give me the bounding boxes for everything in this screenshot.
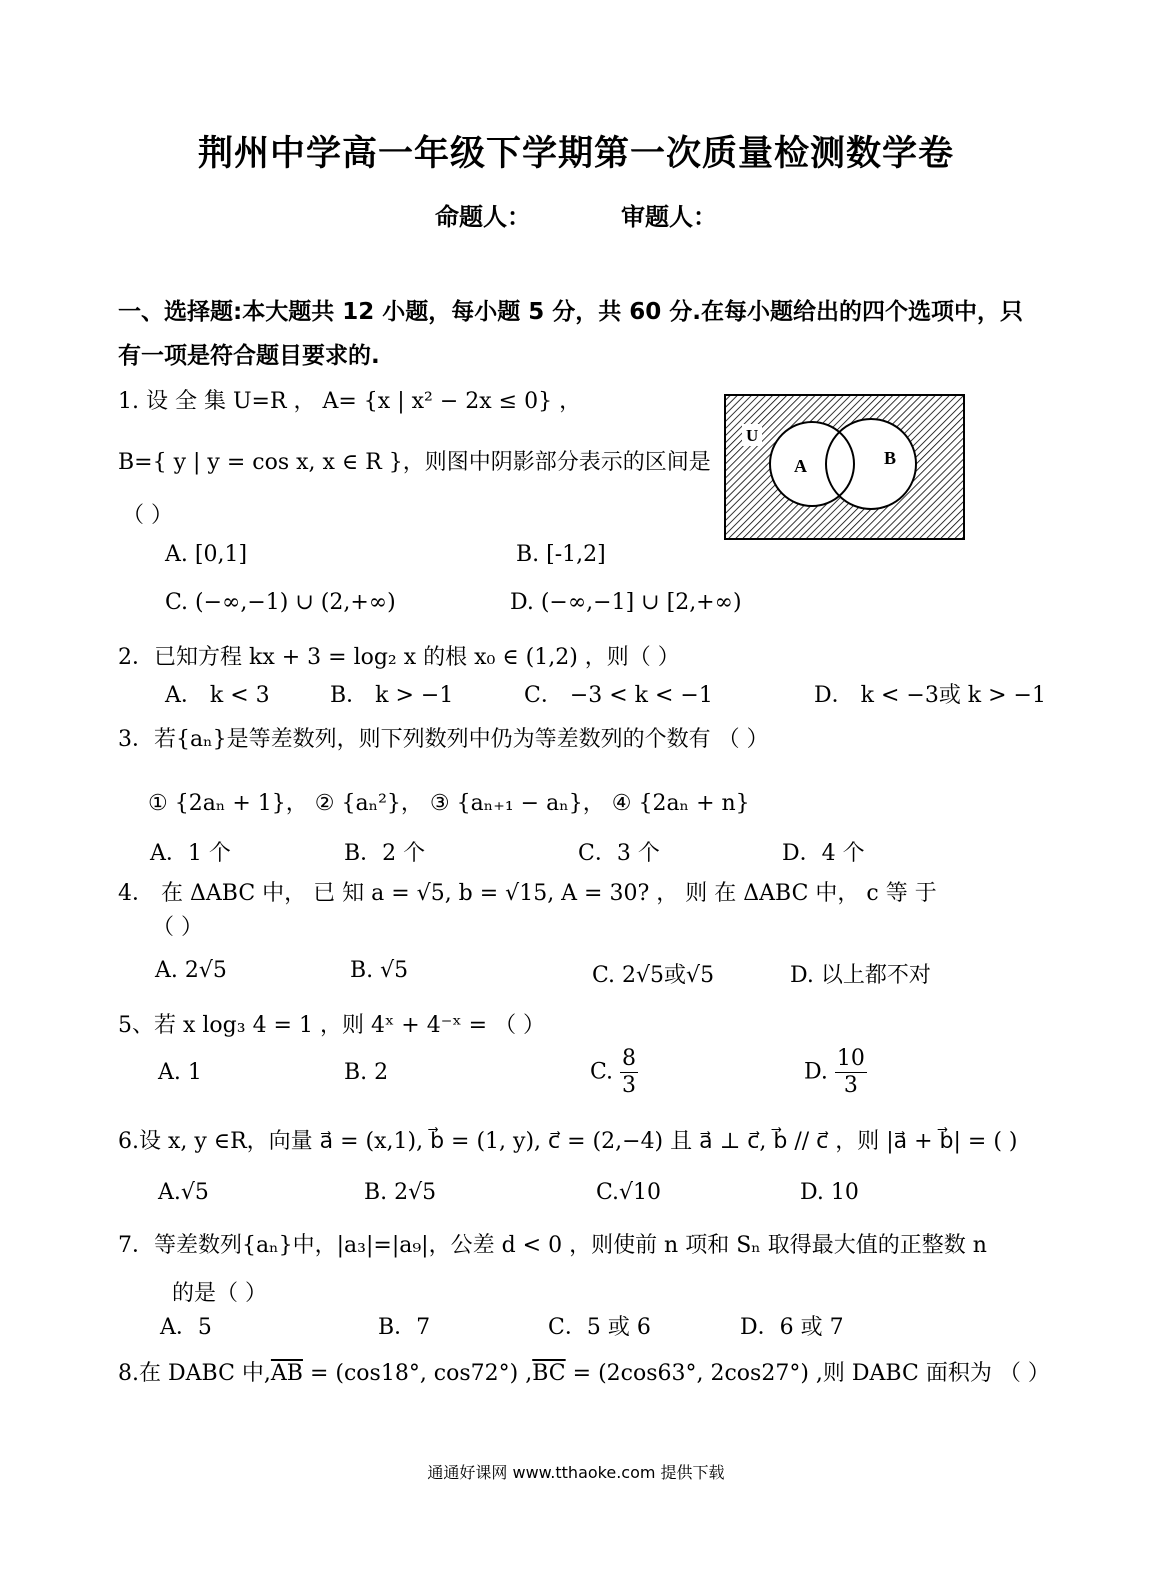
q1-option-b: B. [-1,2] [516, 542, 606, 567]
q5-option-d [804, 1046, 867, 1099]
q4-stem: 4． 在 ΔABC 中， 已 知 a = √5, b = √15, A = 30? ， 则 在 ΔABC 中， c 等 于 [118, 881, 937, 906]
q5-option-c-fraction [620, 1046, 638, 1099]
q8-suffix: = (2cos63°, 2cos27°) ,则 DABC 面积为 （ ） [565, 1361, 1050, 1386]
q5-option-d-label: D. [804, 1059, 828, 1085]
q3-items: ① {2aₙ + 1}， ② {aₙ²}， ③ {aₙ₊₁ − aₙ}， ④ {2aₙ + n} [148, 791, 750, 816]
q5-option-c [590, 1046, 638, 1099]
q6-option-d: D. 10 [800, 1180, 859, 1205]
q7-stem-cont: 的是（ ） [172, 1281, 267, 1306]
a-label: A [794, 456, 807, 476]
q5-option-a: A. 1 [158, 1060, 202, 1085]
q6-stem: 6.设 x, y ∈R，向量 a⃗ = (x,1), b⃗ = (1, y), c⃗ = (2,−4) 且 a⃗ ⊥ c⃗, b⃗ // c⃗ ，则 |a⃗ + b⃗| = ( ) [118, 1129, 1018, 1154]
u-label: U [746, 426, 759, 445]
q7-stem: 7．等差数列{aₙ}中，|a₃|=|a₉|，公差 d < 0 ，则使前 n 项和 Sₙ 取得最大值的正整数 n [118, 1233, 987, 1258]
page-footer: 通通好课网 www.tthaoke.com 提供下载 [427, 1463, 725, 1482]
q8-prefix: 8.在 DABC 中, [118, 1361, 271, 1386]
q8-vector-ab: $\overline{AB}$ [270, 1361, 303, 1386]
q6-option-a: A.√5 [158, 1180, 209, 1205]
q4-paren: （ ） [152, 915, 203, 940]
q3-stem: 3．若{aₙ}是等差数列，则下列数列中仍为等差数列的个数有 （ ） [118, 727, 769, 752]
q1-paren: （ ） [122, 503, 173, 528]
q6-option-b: B. 2√5 [364, 1180, 437, 1205]
q2-option-a: A． k < 3 [165, 683, 270, 708]
authors-line [0, 197, 1152, 232]
q3-option-d: D．4 个 [782, 841, 865, 866]
q4-option-c: C. 2√5或√5 [592, 963, 715, 988]
section-heading: 一、选择题:本大题共 12 小题，每小题 5 分，共 60 分.在每小题给出的四个选项中，只有一项是符合题目要求的. [118, 299, 1023, 369]
q2-option-c: C． −3 < k < −1 [524, 683, 713, 708]
q1-line2: B={ y | y = cos x, x ∈ R }，则图中阴影部分表示的区间是 [118, 450, 711, 475]
author-label: 命题人： [435, 203, 531, 231]
q5-option-c-label: C. [590, 1059, 614, 1085]
q1-option-d: D. (−∞,−1] ∪ [2,+∞) [510, 590, 742, 615]
q1-option-a: A. [0,1] [165, 542, 248, 567]
q1-option-c: C. (−∞,−1) ∪ (2,+∞) [165, 590, 396, 615]
q7-option-a: A．5 [160, 1315, 212, 1340]
q3-option-a: A．1 个 [150, 841, 231, 866]
q2-stem: 2．已知方程 kx + 3 = log₂ x 的根 x₀ ∈ (1,2) ，则（ ） [118, 645, 680, 670]
q5-c-denominator: 3 [622, 1073, 637, 1098]
q8-vector-bc: $\overline{BC}$ [532, 1361, 566, 1386]
q5-option-d-fraction [835, 1046, 867, 1099]
q2-option-b: B． k > −1 [330, 683, 454, 708]
q5-d-numerator: 10 [836, 1046, 865, 1071]
q8-stem [118, 1356, 1050, 1387]
q3-option-b: B．2 个 [344, 841, 426, 866]
q7-option-b: B．7 [378, 1315, 431, 1340]
q1-line1: 1. 设 全 集 U=R ， A= {x | x² − 2x ≤ 0} ， [118, 389, 582, 414]
q4-option-d: D. 以上都不对 [790, 963, 931, 988]
venn-diagram [724, 394, 966, 541]
q7-option-c: C．5 或 6 [548, 1315, 651, 1340]
q6-option-c: C.√10 [596, 1180, 662, 1205]
q7-option-d: D．6 或 7 [740, 1315, 844, 1340]
exam-title: 荆州中学高一年级下学期第一次质量检测数学卷 [197, 134, 954, 174]
q2-option-d: D． k < −3或 k > −1 [814, 683, 1046, 708]
q4-option-a: A. 2√5 [155, 958, 227, 983]
b-label: B [884, 448, 897, 468]
q3-option-c: C．3 个 [578, 841, 660, 866]
q5-option-b: B. 2 [344, 1060, 389, 1085]
q5-c-numerator: 8 [622, 1046, 637, 1071]
q8-mid: = (cos18°, cos72°) , [302, 1361, 533, 1386]
q5-d-denominator: 3 [843, 1073, 858, 1098]
q4-option-b: B. √5 [350, 958, 409, 983]
q5-stem: 5、若 x log₃ 4 = 1 ，则 4ˣ + 4⁻ˣ = （ ） [118, 1013, 546, 1038]
reviewer-label: 审题人： [621, 203, 717, 231]
